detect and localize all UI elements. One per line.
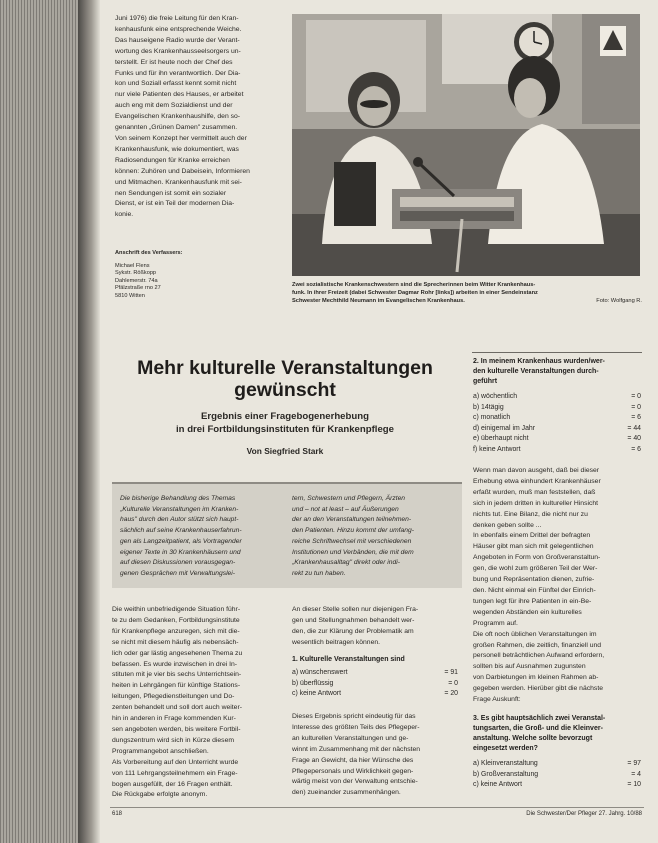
heading-line: eingesetzt werden?	[473, 745, 538, 752]
text-line: gen, die wohl zum größeren Teil der Wer-	[473, 565, 598, 573]
text-line: Wenn man davon ausgeht, daß bei dieser	[473, 467, 600, 474]
text-line: Pflegepersonals und Wirklichkeit gegen-	[292, 767, 414, 775]
text-line: Dienst, er ist ein Teil der modernen Dia-	[115, 200, 235, 208]
footer-rule	[110, 807, 644, 808]
text-line: kon und Soziall erfasst kennt somit nicht	[115, 80, 237, 88]
text-line: Frage Auskunft:	[473, 696, 521, 704]
text-line: bung und Repräsentation dienen, zufrie-	[473, 576, 595, 584]
text-line: tungen legt für ihre Patienten in ein-Be-	[473, 597, 592, 605]
text-line: kenhausfunk eine entsprechende Weiche.	[115, 25, 242, 33]
page-number: 618	[112, 811, 123, 817]
text-line: Die Rückgabe erfolgte anonym.	[112, 791, 208, 799]
text-line: wesentlich beitragen können.	[292, 638, 381, 646]
text-line: und Mitmachen. Krankenhausfunk mit sei-	[115, 178, 242, 186]
text-line: Als Vorbereitung auf den Unterricht wurde	[112, 758, 239, 766]
text-line: für Krankenpflege anzuregen, sich mit die-	[112, 627, 240, 635]
result-label: b) Großveranstaltung	[473, 770, 539, 778]
result-label: f) keine Antwort	[473, 446, 521, 453]
result-value: = 0	[448, 679, 458, 687]
address-line: Pfälzstraße rno 27	[115, 285, 161, 291]
text-line: wärtig meist von der Verwaltung entschie-	[292, 778, 418, 786]
result-row	[473, 392, 641, 403]
result-row	[473, 770, 641, 781]
text-line: sich in jedem dritten in kultureller Hinsicht	[473, 499, 599, 507]
text-line: se nicht mit diesem häufig als nebensäch-	[112, 638, 239, 646]
question-2-heading	[473, 357, 643, 387]
result-value: = 10	[627, 781, 641, 789]
text-line: an kulturellen Veranstaltungen und ge-	[292, 734, 409, 742]
result-value: = 40	[627, 435, 641, 443]
result-value: = 91	[444, 669, 458, 676]
photo-credit: Foto: Wolfgang R.	[596, 298, 642, 304]
abstract-right-text	[292, 494, 454, 580]
result-value: = 0	[631, 393, 641, 400]
text-line: von 111 Lehrgangsteilnehmern ein Frage-	[112, 769, 238, 777]
abstract-line: Die bisherige Behandlung des Themas	[120, 495, 236, 502]
heading-line: tungsarten, die Groß- und die Kleinver-	[473, 725, 603, 732]
result-label: c) monatlich	[473, 414, 511, 422]
text-line: Erhebung etwa einhundert Krankenhäuser	[473, 477, 601, 485]
text-line: großen Rahmen, die zeitlich, finanziell und	[473, 641, 602, 649]
result-value: = 97	[627, 760, 641, 767]
journal-footer: Die Schwester/Der Pfleger 27. Jahrg. 10/88	[526, 811, 642, 817]
abstract-line: eigener Texte in 30 Krankenhäusern und	[120, 548, 241, 556]
address-line: Michael Flens	[115, 262, 150, 269]
heading-line: den kulturelle Veranstaltungen durch-	[473, 368, 599, 375]
result-value: = 6	[631, 414, 641, 422]
abstract-line: Institutionen und Verbänden, die mit dem	[292, 548, 414, 556]
result-row	[292, 679, 458, 690]
text-line: hin in anderen in Frage kommenden Kur-	[112, 715, 236, 723]
result-label: c) keine Antwort	[473, 781, 523, 789]
caption-line: funk. In ihrer Freizeit (dabei Schwester Dagmar Rohr [links]) arbeiten in einer Sendeinstanz	[292, 290, 538, 296]
text-line: gegeben werden. Hierüber gibt die nächste	[473, 685, 603, 693]
text-line: An dieser Stelle sollen nur diejenigen Fra-	[292, 606, 419, 613]
text-line: erfaßt wurden, muß man feststellen, daß	[473, 488, 596, 496]
question-3-heading	[473, 714, 643, 754]
article-byline: Von Siegfried Stark	[246, 446, 324, 456]
caption-line: Schwester Mechthild Neumann im Evangelischen Krankenhaus.	[292, 298, 465, 304]
subtitle-line: in drei Fortbildungsinstituten für Krankenpflege	[176, 424, 394, 435]
body-column-2-intro	[292, 605, 460, 649]
result-label: d) einigemal im Jahr	[473, 424, 536, 432]
text-line: nen Sendungen ist somit ein sozialer	[115, 189, 227, 197]
stacked-page-edges	[0, 0, 78, 843]
abstract-line: haus" durch den Autor stützt sich haupt-	[120, 516, 239, 524]
text-line: heiten in Lehrgängen für künftige Stations-	[112, 682, 241, 690]
text-line: wegenden Abständen ein kulturelles	[473, 608, 582, 616]
result-row	[473, 434, 641, 445]
abstract-line: gen als Langzeitpatient, als Vortragender	[120, 537, 242, 545]
text-line: befassen. Es wurde inzwischen in drei In-	[112, 660, 238, 668]
title-line: gewünscht	[234, 379, 336, 401]
result-row	[473, 445, 641, 456]
text-line: leitungen, Pflegedienstleitungen und Do-	[112, 693, 235, 701]
text-line: genannten „Grünen Damen" zusammen.	[115, 124, 238, 132]
text-line: Krankenhausfunk, wie dokumentiert, was	[115, 145, 239, 153]
author-address	[115, 250, 275, 300]
article-title	[110, 357, 460, 401]
text-line: stituten mit je vier bis sechs Unterrichtsein-	[112, 671, 242, 679]
result-row	[473, 424, 641, 435]
text-line: Radiosendungen für Kranke erreichen	[115, 156, 230, 164]
text-line: Die weithin unbefriedigende Situation führ-	[112, 606, 241, 613]
question-1-heading: 1. Kulturelle Veranstaltungen sind	[292, 656, 405, 663]
text-line: dungszentrum wird sich in Kürze diesem	[112, 736, 235, 744]
text-line: auch eng mit dem Sozialdienst und der	[115, 102, 233, 110]
text-line: winnt im Zusammenhang mit der nächsten	[292, 745, 421, 753]
caption-line: Zwei sozialistische Krankenschwestern sind die Sprecherinnen beim Witter Krankenhaus-	[292, 282, 536, 288]
text-line: personell beträchtlichen Aufwand erfordern,	[473, 652, 605, 660]
text-line: Dieses Ergebnis spricht eindeutig für das	[292, 713, 416, 720]
result-label: b) 14tägig	[473, 403, 504, 411]
text-line: zenten behandelt und soll dort auch weiter-	[112, 704, 242, 712]
text-line: terstellt. Er ist heute noch der Chef des	[115, 58, 233, 66]
text-line: den, die zur Klärung der Problematik am	[292, 627, 414, 635]
result-row	[473, 413, 641, 424]
abstract-line: rekt zu tun haben.	[292, 569, 346, 577]
abstract-line: reiche Schriftwechsel mit verschiedenen	[292, 537, 412, 545]
result-value: = 44	[627, 424, 641, 432]
heading-line: geführt	[473, 378, 498, 385]
result-value: = 6	[631, 446, 641, 453]
text-line: von Darbietungen im kleinen Rahmen ab-	[473, 674, 599, 682]
result-label: b) überflüssig	[292, 679, 334, 687]
text-line: konie.	[115, 211, 134, 219]
text-line: Juni 1976) die freie Leitung für den Kran-	[115, 15, 239, 22]
result-row	[292, 668, 458, 679]
text-line: te zu dem Gedanken, Fortbildungsinstitute	[112, 616, 240, 624]
abstract-line: auf diesen Diskussionen vorausgegan-	[120, 559, 236, 567]
photo-nurses-radio-studio	[292, 14, 640, 276]
text-line: Von seinem Konzept her vermittelt auch der	[115, 134, 247, 142]
abstract-line: „Krankenhausalltag" direkt oder indi-	[292, 559, 400, 567]
text-line: den. Nicht einmal ein Fünftel der Einrich-	[473, 586, 596, 594]
text-line: Das hauseigene Radio wurde der Verant-	[115, 36, 240, 44]
result-value: = 20	[444, 690, 458, 698]
abstract-line: den Patienten. Hinzu kommt der umfang-	[292, 527, 414, 535]
text-line: denken geben sollte ...	[473, 521, 542, 529]
text-line: lich oder gar lästig angesehenen Thema zu	[112, 649, 243, 657]
column-rule	[472, 352, 642, 353]
text-line: bogen ausgefüllt, der 16 Fragen enthält.	[112, 780, 233, 788]
photo-caption	[292, 281, 642, 305]
body-column-3	[473, 466, 643, 706]
abstract-line: genen Gesprächen mit Verwaltungslei-	[120, 569, 235, 577]
text-line: sen angeboten werden, bis weitere Fortbil-	[112, 725, 241, 733]
result-label: e) überhaupt nicht	[473, 435, 529, 443]
text-line: nur viele Patienten des Hauses, er arbeitet	[115, 91, 244, 99]
abstract-left-text	[120, 494, 285, 580]
text-line: Frage an Gewicht, da hier Wünsche des	[292, 756, 414, 764]
address-line: Sykstr. Rößkopp	[115, 270, 157, 276]
body-column-1	[112, 605, 277, 801]
abstract-line: sächlich auf seine Krankenhauserfahrun-	[120, 527, 242, 535]
text-line: Angeboten in Form von Großveranstaltun-	[473, 554, 601, 562]
text-line: In ebenfalls einem Drittel der befragten	[473, 532, 591, 540]
address-heading: Anschrift des Verfassers:	[115, 250, 183, 256]
abstract-line: „Kulturelle Veranstaltungen im Kranken-	[120, 505, 239, 513]
text-line: wortung des Krankenhausseelsorgers un-	[115, 47, 241, 55]
text-line: Programmangebot anschließen.	[112, 747, 209, 755]
result-label: c) keine Antwort	[292, 690, 342, 698]
result-value: = 0	[631, 403, 641, 411]
text-line: sollten bis auf Ausnahmen zugunsten	[473, 663, 586, 671]
heading-line: 3. Es gibt hauptsächlich zwei Veranstal-	[473, 715, 606, 722]
text-line: Funks und für ihn verantwortlich. Der Dia-	[115, 69, 241, 77]
abstract-line: tern, Schwestern und Pflegern, Ärzten	[292, 495, 406, 502]
result-row	[473, 759, 641, 770]
body-column-2-discussion	[292, 712, 460, 799]
abstract-line: und – not at least – auf Äußerungen	[292, 505, 399, 513]
text-line: Programm auf.	[473, 619, 518, 627]
text-line: Häuser gibt man sich mit gelegentlichen	[473, 543, 594, 551]
binding-fold-shadow	[78, 0, 100, 843]
abstract-box	[112, 482, 462, 588]
text-line: nichts tut. Eine Bilanz, die nicht nur zu	[473, 510, 588, 518]
heading-line: 2. In meinem Krankenhaus wurden/wer-	[473, 358, 605, 365]
result-label: a) wöchentlich	[473, 393, 518, 400]
subtitle-line: Ergebnis einer Fragebogenerhebung	[201, 411, 369, 422]
text-line: Evangelischen Krankenhaushilfe, den so-	[115, 113, 241, 121]
heading-line: anstaltung. Welche sollte bevorzugt	[473, 735, 593, 742]
result-label: a) wünschenswert	[292, 669, 348, 676]
text-line: Interesse des größten Teils des Pflegeper-	[292, 723, 420, 731]
result-label: a) Kleinveranstaltung	[473, 760, 538, 767]
result-value: = 4	[631, 770, 641, 778]
result-row	[473, 403, 641, 414]
article-subtitle	[110, 410, 460, 436]
text-line: den) zueinander zusammenhängen.	[292, 789, 401, 797]
result-row	[292, 689, 458, 700]
address-line: Dahlemerstr. 74a	[115, 277, 158, 284]
text-line: gen und Stellungnahmen behandelt wer-	[292, 616, 415, 624]
left-column-text	[115, 14, 281, 221]
abstract-line: der an den Veranstaltungen teilnehmen-	[292, 516, 412, 524]
text-line: Die oft noch üblichen Veranstaltungen im	[473, 630, 597, 638]
text-line: können: Zuhören und Dabeisein, Informieren	[115, 167, 250, 175]
address-line: 5810 Witten	[115, 292, 145, 299]
title-line: Mehr kulturelle Veranstaltungen	[137, 357, 433, 379]
result-row	[473, 780, 641, 791]
